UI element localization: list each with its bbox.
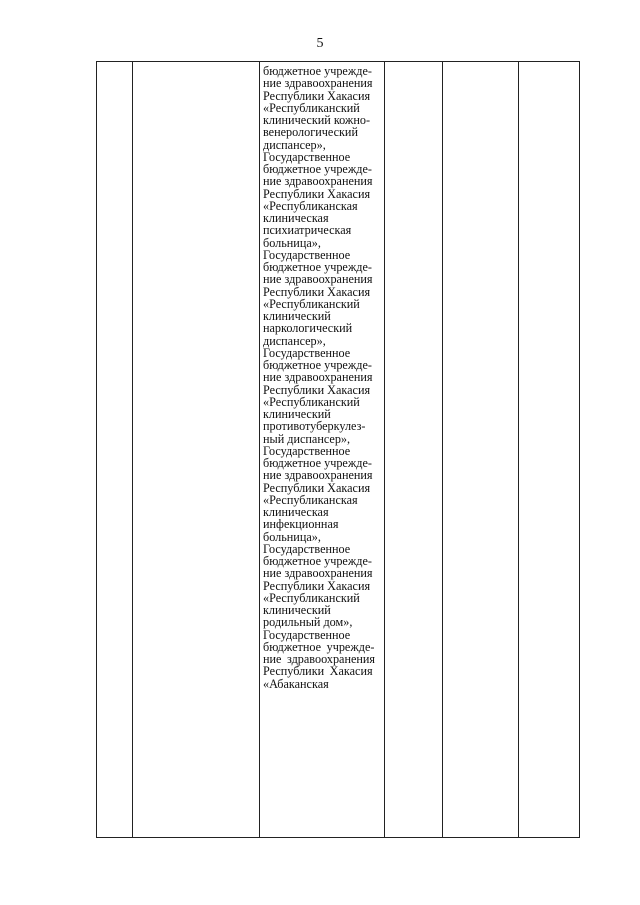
cell-text-line: клинический кожно-	[263, 113, 371, 127]
cell-text-line: больница»,	[263, 235, 321, 250]
cell-text-line: клинический	[263, 603, 331, 617]
cell-text-line: ние здравоохранения	[263, 370, 373, 385]
cell-text-line: ние здравоохранения	[263, 468, 373, 483]
cell-text-line: клиническая	[263, 211, 329, 225]
cell-text-line: психиатрическая	[263, 223, 352, 238]
cell-text-line: Государственное	[263, 443, 351, 458]
cell-text-line: бюджетное учрежде-	[263, 639, 375, 654]
cell-text-line: ние здравоохранения	[263, 174, 373, 189]
cell-text-line: клинический	[263, 309, 331, 323]
cell-text-line: бюджетное учрежде-	[263, 260, 372, 274]
cell-text-line: бюджетное учрежде-	[263, 64, 372, 78]
cell-text-line: бюджетное учрежде-	[263, 162, 372, 176]
cell-text-line: Государственное	[263, 247, 351, 262]
cell-text-line: бюджетное учрежде-	[263, 358, 372, 372]
cell-text-line: Республики Хакасия	[263, 186, 371, 201]
cell-text-line: Республики Хакасия	[263, 382, 371, 397]
table-cell-5	[443, 62, 519, 838]
cell-text-line: венерологический	[263, 125, 358, 140]
table-cell-4	[385, 62, 443, 838]
cell-text-line: инфекционная	[263, 517, 339, 532]
table-row	[97, 62, 580, 838]
cell-text-line: ние здравоохранения	[263, 272, 373, 287]
cell-text-line: родильный дом»,	[263, 615, 353, 630]
cell-text-line: наркологический	[263, 321, 353, 336]
cell-text-line: Республики Хакасия	[263, 578, 371, 593]
cell-text-line: ный диспансер»,	[263, 431, 351, 446]
table-cell-3	[260, 62, 385, 838]
document-table	[96, 61, 580, 838]
cell-text-line: ние здравоохранения	[263, 566, 373, 581]
cell-text-line: клиническая	[263, 505, 329, 519]
cell-text-line: Республики Хакасия	[263, 284, 371, 299]
cell-text-line: ние здравоохранения	[263, 652, 376, 666]
cell-text-line: «Абаканская	[263, 676, 329, 691]
cell-text-line: Республики Хакасия	[263, 664, 373, 679]
cell-text-line: Государственное	[263, 345, 351, 360]
cell-text-line: «Республиканский	[263, 590, 360, 605]
cell-text-line: Государственное	[263, 541, 351, 556]
cell-text-line: Республики Хакасия	[263, 88, 371, 103]
cell-text-line: «Республиканский	[263, 100, 360, 115]
page-number: 5	[316, 36, 324, 51]
cell-text-line: «Республиканская	[263, 198, 358, 213]
cell-text-line: Государственное	[263, 627, 351, 642]
cell-text-line: диспансер»,	[263, 333, 326, 348]
cell-text-line: ние здравоохранения	[263, 76, 373, 91]
table-cell-1	[97, 62, 133, 838]
cell-text-line: бюджетное учрежде-	[263, 554, 372, 568]
table-cell-6	[519, 62, 580, 838]
cell-text-line: диспансер»,	[263, 137, 326, 152]
organization-list	[260, 62, 384, 690]
cell-text-line: «Республиканская	[263, 492, 358, 507]
table-cell-2	[133, 62, 260, 838]
cell-text-line: больница»,	[263, 529, 321, 544]
cell-text-line: противотуберкулез-	[263, 419, 366, 434]
cell-text-line: Государственное	[263, 149, 351, 164]
cell-text-line: бюджетное учрежде-	[263, 456, 372, 470]
cell-text-line: «Республиканский	[263, 296, 360, 311]
cell-text-line: клинический	[263, 407, 331, 421]
cell-text-line: Республики Хакасия	[263, 480, 371, 495]
cell-text-line: «Республиканский	[263, 394, 360, 409]
